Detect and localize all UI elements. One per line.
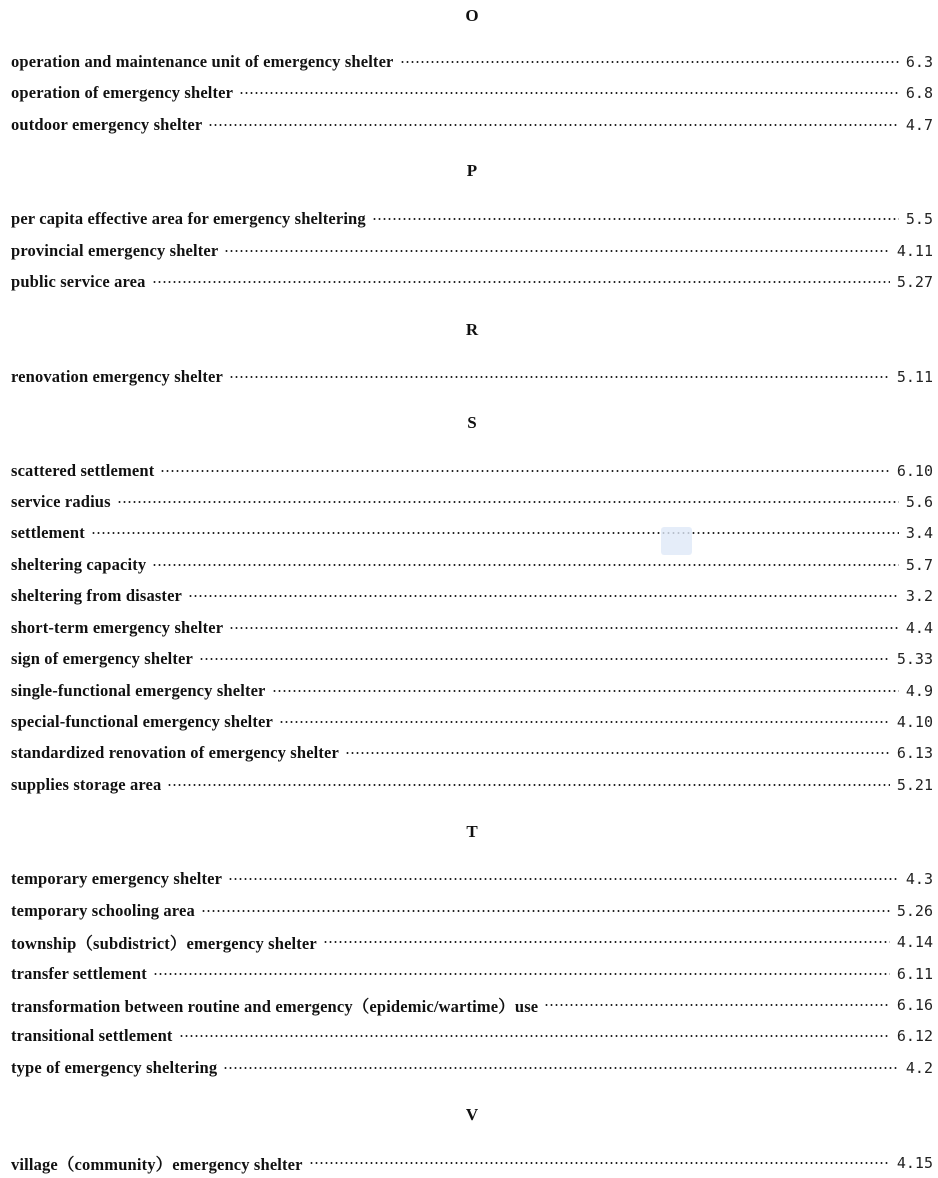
watermark-mark: [661, 527, 692, 555]
entry-term: township（subdistrict）emergency shelter: [11, 934, 317, 953]
index-entry: [11, 83, 933, 103]
entry-page: 6.12: [896, 1027, 933, 1045]
entry-term: short-term emergency shelter: [11, 618, 224, 637]
entry-page: 5.27: [896, 273, 933, 291]
entry-term: special-functional emergency shelter: [11, 712, 274, 731]
entry-term: sheltering from disaster: [11, 586, 183, 605]
index-entry: [11, 932, 933, 952]
index-entry: [11, 775, 933, 795]
entry-term: single-functional emergency shelter: [11, 681, 266, 700]
dot-leader: [152, 280, 890, 284]
index-entry: [11, 586, 933, 606]
entry-page: 4.9: [905, 682, 933, 700]
dot-leader: [272, 689, 899, 693]
dot-leader: [224, 249, 890, 253]
index-entry: [11, 743, 933, 763]
entry-page: 5.26: [896, 902, 933, 920]
entry-page: 5.11: [896, 368, 933, 386]
entry-page: 6.16: [896, 996, 933, 1014]
entry-term: sheltering capacity: [11, 555, 147, 574]
dot-leader: [323, 940, 890, 944]
entry-term: type of emergency sheltering: [11, 1058, 218, 1077]
entry-page: 4.4: [905, 619, 933, 637]
section-letter: P: [466, 161, 478, 180]
section-letter: T: [466, 822, 478, 841]
dot-leader: [208, 123, 899, 127]
index-entry: [11, 272, 933, 292]
index-entry: [11, 209, 933, 229]
dot-leader: [91, 531, 899, 535]
dot-leader: [152, 563, 899, 567]
index-entry: [11, 367, 933, 387]
index-entry: [11, 555, 933, 575]
dot-leader: [228, 877, 899, 881]
index-entry: [11, 523, 933, 543]
entry-term: public service area: [11, 272, 146, 291]
entry-term: renovation emergency shelter: [11, 367, 223, 386]
entry-page: 4.7: [905, 116, 933, 134]
entry-term: standardized renovation of emergency shelter: [11, 743, 339, 762]
dot-leader: [188, 594, 899, 598]
entry-page: 4.11: [896, 242, 933, 260]
dot-leader: [223, 1066, 899, 1070]
entry-page: 5.21: [896, 776, 933, 794]
section-letter: V: [465, 1105, 479, 1124]
index-entry: [11, 461, 933, 481]
dot-leader: [345, 751, 890, 755]
dot-leader: [153, 972, 890, 976]
entry-term: settlement: [11, 523, 85, 542]
entry-page: 5.6: [905, 493, 933, 511]
index-page: [11, 0, 933, 1178]
dot-leader: [167, 783, 889, 787]
entry-page: 4.15: [896, 1154, 933, 1172]
entry-term: temporary emergency shelter: [11, 869, 223, 888]
entry-page: 4.10: [896, 713, 933, 731]
entry-page: 6.11: [896, 965, 933, 983]
section-letter: O: [465, 6, 479, 25]
dot-leader: [117, 500, 899, 504]
index-entry: [11, 712, 933, 732]
index-entry: [11, 901, 933, 921]
index-entry: [11, 869, 933, 889]
dot-leader: [160, 469, 890, 473]
entry-page: 3.4: [905, 524, 933, 542]
entry-term: outdoor emergency shelter: [11, 115, 203, 134]
index-entry: [11, 1058, 933, 1078]
index-entry: [11, 115, 933, 135]
entry-term: per capita effective area for emergency sheltering: [11, 209, 366, 228]
dot-leader: [179, 1034, 890, 1038]
index-entry: [11, 649, 933, 669]
index-entry: [11, 995, 933, 1015]
entry-page: 6.8: [905, 84, 933, 102]
entry-page: 6.10: [896, 462, 933, 480]
entry-term: provincial emergency shelter: [11, 241, 219, 260]
index-entry: [11, 241, 933, 261]
section-letter: S: [467, 413, 477, 432]
index-entry: [11, 964, 933, 984]
index-entry: [11, 492, 933, 512]
entry-term: service radius: [11, 492, 111, 511]
dot-leader: [201, 909, 890, 913]
entry-page: 4.3: [905, 870, 933, 888]
entry-term: sign of emergency shelter: [11, 649, 193, 668]
index-entry: [11, 1153, 933, 1173]
section-letter: R: [465, 320, 479, 339]
dot-leader: [400, 60, 899, 64]
entry-page: 6.3: [905, 53, 933, 71]
index-entry: [11, 618, 933, 638]
entry-term: transitional settlement: [11, 1026, 173, 1045]
entry-term: transfer settlement: [11, 964, 147, 983]
entry-page: 4.14: [896, 933, 933, 951]
dot-leader: [372, 217, 899, 221]
entry-term: scattered settlement: [11, 461, 155, 480]
entry-term: operation and maintenance unit of emergency shelter: [11, 52, 394, 71]
entry-page: 5.33: [896, 650, 933, 668]
dot-leader: [199, 657, 890, 661]
dot-leader: [229, 626, 899, 630]
entry-term: village（community）emergency shelter: [11, 1155, 303, 1174]
index-entry: [11, 1026, 933, 1046]
index-entry: [11, 681, 933, 701]
dot-leader: [544, 1003, 890, 1007]
entry-term: transformation between routine and emergency（epidemic/wartime）use: [11, 997, 539, 1016]
entry-page: 3.2: [905, 587, 933, 605]
entry-term: operation of emergency shelter: [11, 83, 234, 102]
entry-page: 5.5: [905, 210, 933, 228]
entry-page: 6.13: [896, 744, 933, 762]
entry-term: temporary schooling area: [11, 901, 195, 920]
dot-leader: [239, 91, 899, 95]
dot-leader: [309, 1161, 890, 1165]
index-entry: [11, 52, 933, 72]
entry-page: 5.7: [905, 556, 933, 574]
entry-page: 4.2: [905, 1059, 933, 1077]
entry-term: supplies storage area: [11, 775, 162, 794]
dot-leader: [229, 375, 890, 379]
dot-leader: [279, 720, 890, 724]
